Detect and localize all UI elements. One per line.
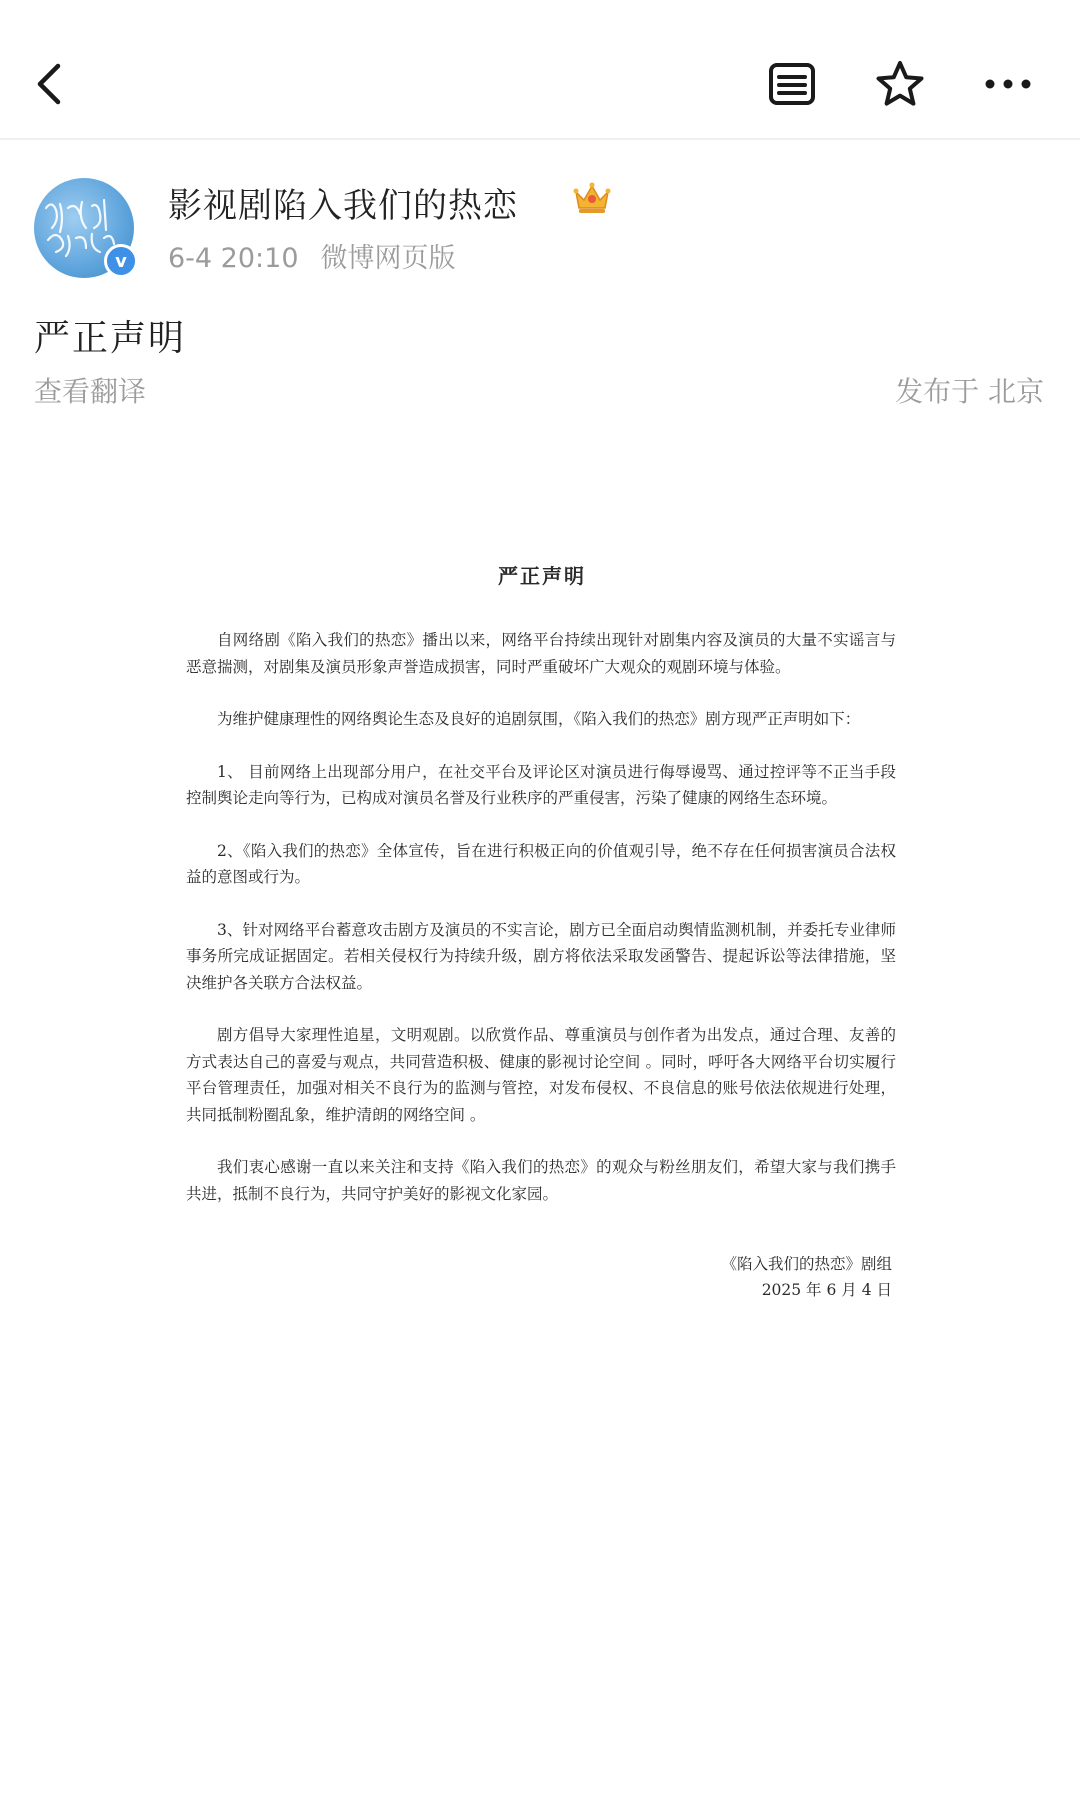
top-navigation-bar bbox=[0, 0, 1080, 140]
statement-date: 2025 年 6 月 4 日 bbox=[761, 1281, 892, 1299]
article-view-button[interactable] bbox=[764, 56, 820, 112]
statement-paragraph: 2、《陷入我们的热恋》全体宣传，旨在进行积极正向的价值观引导，绝不存在任何损害演员合法权益的意图或行为。 bbox=[186, 841, 896, 886]
post-location: 发布于 北京 bbox=[895, 375, 1044, 408]
verified-badge: v bbox=[104, 244, 138, 278]
statement-paragraph: 剧方倡导大家理性追星，文明观剧。以欣赏作品、尊重演员与创作者为出发点，通过合理、友善的方式表达自己的喜爱与观点，共同营造积极、健康的影视讨论空间 。同时，呼吁各大网络平台切实履行平台管理责任，加强对相关不良行为的监测与管控，对发布侵权、不良信息的账号依法依规进行处理，共同抵制粉圈乱象，维护清朗的网络空间 。 bbox=[186, 1026, 896, 1124]
statement-heading: 严正声明 bbox=[498, 564, 586, 588]
star-outline-icon bbox=[875, 60, 925, 108]
more-options-button[interactable] bbox=[980, 56, 1036, 112]
back-button[interactable] bbox=[22, 56, 78, 112]
statement-paragraph: 1、 目前网络上出现部分用户，在社交平台及评论区对演员进行侮辱谩骂、通过控评等不正当手段控制舆论走向等行为，已构成对演员名誉及行业秩序的严重侵害，污染了健康的网络生态环境。 bbox=[186, 762, 896, 807]
more-dots-icon bbox=[984, 78, 1032, 90]
article-list-icon bbox=[768, 62, 816, 106]
translate-link[interactable]: 查看翻译 bbox=[34, 375, 147, 408]
crown-badge-icon[interactable] bbox=[572, 180, 612, 216]
statement-paragraph: 为维护健康理性的网络舆论生态及良好的追剧氛围，《陷入我们的热恋》剧方现严正声明如下： bbox=[217, 710, 861, 728]
post-date: 6-4 20:10 bbox=[168, 243, 299, 274]
statement-paragraph: 3、针对网络平台蓄意攻击剧方及演员的不实言论，剧方已全面启动舆情监测机制，并委托专业律师事务所完成证据固定。若相关侵权行为持续升级，剧方将依法采取发函警告、提起诉讼等法律措施，坚决维护各关联方合法权益。 bbox=[186, 920, 896, 992]
statement-paragraph: 自网络剧《陷入我们的热恋》播出以来，网络平台持续出现针对剧集内容及演员的大量不实谣言与恶意揣测，对剧集及演员形象声誉造成损害，同时严重破坏广大观众的观剧环境与体验。 bbox=[186, 631, 896, 676]
favorite-button[interactable] bbox=[872, 56, 928, 112]
chevron-left-icon bbox=[30, 60, 70, 108]
post-text: 严正声明 bbox=[34, 318, 187, 359]
statement-signature: 《陷入我们的热恋》剧组 bbox=[721, 1255, 892, 1273]
post-header bbox=[34, 174, 1044, 284]
statement-image[interactable] bbox=[186, 560, 896, 1303]
statement-signature-block bbox=[186, 1251, 896, 1303]
username[interactable]: 影视剧陷入我们的热恋 bbox=[168, 186, 518, 226]
post-source: 微博网页版 bbox=[320, 243, 456, 274]
post-meta bbox=[168, 236, 456, 275]
statement-paragraph: 我们衷心感谢一直以来关注和支持《陷入我们的热恋》的观众与粉丝朋友们，希望大家与我们携手共进，抵制不良行为，共同守护美好的影视文化家园。 bbox=[186, 1158, 896, 1203]
